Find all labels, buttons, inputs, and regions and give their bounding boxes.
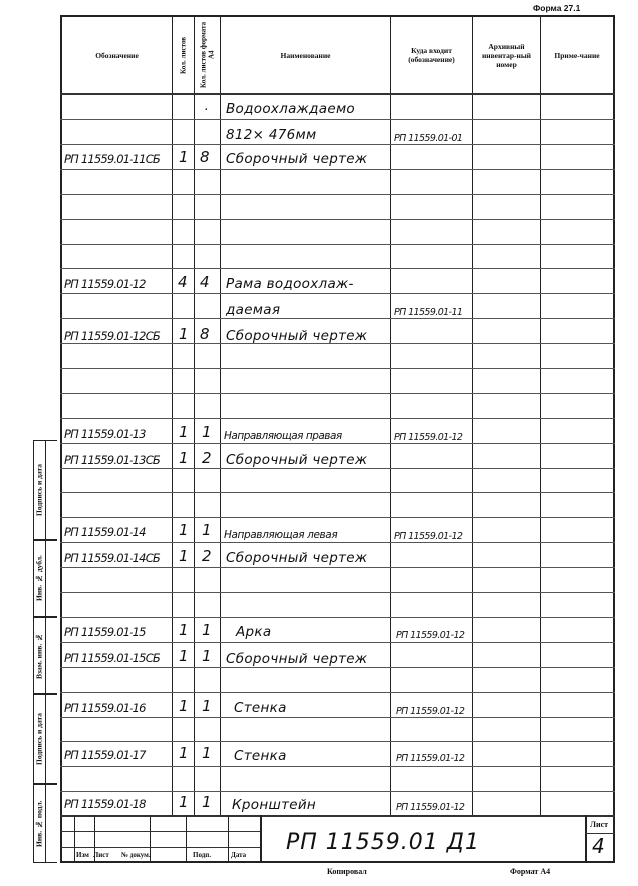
- row-grid-line: [60, 617, 615, 618]
- header-note: Приме-чание: [554, 50, 600, 60]
- row-sheets: 1: [179, 521, 189, 539]
- row-designation: РП 11559.01-13СБ: [64, 453, 161, 467]
- tb-row-line: [60, 831, 260, 832]
- row-grid-line: [60, 244, 615, 245]
- row-a4: 1: [202, 521, 212, 539]
- tb-col: [186, 815, 187, 863]
- side-label: Взам. инв. №: [34, 632, 44, 679]
- row-where: РП 11559.01-12: [394, 432, 463, 443]
- document-title: РП 11559.01 Д1: [286, 830, 480, 855]
- row-designation: РП 11559.01-17: [64, 748, 146, 762]
- row-designation: РП 11559.01-18: [64, 797, 146, 811]
- row-where: РП 11559.01-01: [394, 133, 463, 144]
- row-where: РП 11559.01-12: [396, 706, 465, 717]
- tb-col: [260, 815, 262, 863]
- row-designation: РП 11559.01-11СБ: [64, 152, 161, 166]
- row-a4: 1: [202, 647, 212, 665]
- row-sheets: 1: [179, 449, 189, 467]
- row-name: Сборочный чертеж: [226, 452, 368, 468]
- tb-izm: Изм: [76, 851, 89, 859]
- row-grid-line: [60, 741, 615, 742]
- row-a4: ·: [204, 103, 209, 118]
- tb-sheet-label: Лист: [590, 820, 609, 829]
- header-bottom: [60, 93, 615, 95]
- row-grid-line: [60, 194, 615, 195]
- row-designation: РП 11559.01-14СБ: [64, 551, 161, 565]
- row-grid-line: [60, 169, 615, 170]
- row-where: РП 11559.01-12: [396, 753, 465, 764]
- row-grid-line: [60, 119, 615, 120]
- row-grid-line: [60, 567, 615, 568]
- side-label: Подпись и дата: [34, 712, 44, 766]
- row-where: РП 11559.01-12: [396, 802, 465, 813]
- row-a4: 1: [202, 793, 212, 811]
- row-grid-line: [60, 144, 615, 145]
- row-name: Арка: [236, 624, 272, 640]
- tb-row-line: [60, 847, 260, 848]
- row-designation: РП 11559.01-12: [64, 277, 146, 291]
- header-where-used: Куда входит (обозначение): [408, 46, 455, 64]
- row-grid-line: [60, 717, 615, 718]
- row-grid-line: [60, 418, 615, 419]
- row-a4: 1: [202, 744, 212, 762]
- row-a4: 2: [202, 449, 212, 467]
- row-designation: РП 11559.01-14: [64, 525, 146, 539]
- row-a4: 2: [202, 547, 212, 565]
- row-grid-line: [60, 517, 615, 518]
- side-label: Подпись и дата: [34, 463, 44, 517]
- row-sheets: 1: [179, 148, 189, 166]
- row-designation: РП 11559.01-16: [64, 701, 146, 715]
- row-grid-line: [60, 318, 615, 319]
- tb-list: Лист: [93, 851, 109, 859]
- row-name: Кронштейн: [232, 797, 317, 813]
- row-a4: 8: [200, 325, 210, 343]
- tb-sheet-no: 4: [592, 834, 605, 858]
- col-divider: [540, 15, 541, 815]
- row-designation: РП 11559.01-15СБ: [64, 651, 161, 665]
- row-sheets: 1: [179, 697, 189, 715]
- header-format-a4: Кол. листов формата А4: [199, 21, 216, 89]
- row-name: 812× 476мм: [226, 127, 317, 143]
- side-divider: [45, 440, 46, 863]
- row-grid-line: [60, 542, 615, 543]
- row-name: Стенка: [234, 748, 287, 764]
- row-grid-line: [60, 468, 615, 469]
- row-grid-line: [60, 492, 615, 493]
- footer-copied: Копировал: [327, 867, 367, 876]
- row-name: Водоохлаждаемо: [226, 101, 355, 117]
- row-name: Стенка: [234, 700, 287, 716]
- row-grid-line: [60, 766, 615, 767]
- header-designation: Обозначение: [95, 50, 139, 60]
- row-designation: РП 11559.01-12СБ: [64, 329, 161, 343]
- row-name: Направляющая правая: [224, 430, 342, 442]
- tb-col: [585, 815, 587, 863]
- row-a4: 4: [200, 273, 210, 291]
- row-a4: 1: [202, 697, 212, 715]
- tb-col: [228, 815, 229, 863]
- row-name: Сборочный чертеж: [226, 151, 368, 167]
- row-sheets: 4: [178, 273, 188, 291]
- row-name: Сборочный чертеж: [226, 550, 368, 566]
- tb-doc-no: № докум.: [121, 851, 151, 859]
- row-name: даемая: [226, 302, 281, 318]
- row-grid-line: [60, 642, 615, 643]
- row-grid-line: [60, 667, 615, 668]
- row-grid-line: [60, 791, 615, 792]
- row-grid-line: [60, 592, 615, 593]
- col-divider: [194, 15, 195, 815]
- side-label: Инв. № подл.: [34, 800, 44, 847]
- row-name: Рама водоохлаж-: [226, 276, 354, 292]
- row-sheets: 1: [179, 621, 189, 639]
- form-label: Форма 27.1: [533, 3, 581, 13]
- row-sheets: 1: [179, 793, 189, 811]
- header-archive-no: Архивный инвентар-ный номер: [481, 41, 532, 69]
- row-sheets: 1: [179, 744, 189, 762]
- tb-podp: Подп.: [193, 851, 212, 859]
- tb-col: [74, 815, 75, 863]
- row-designation: РП 11559.01-15: [64, 625, 146, 639]
- side-label: Инв. № дубл.: [34, 555, 44, 602]
- header-name: Наименование: [280, 50, 331, 60]
- col-divider: [472, 15, 473, 815]
- row-name: Сборочный чертеж: [226, 651, 368, 667]
- row-sheets: 1: [179, 325, 189, 343]
- row-sheets: 1: [179, 423, 189, 441]
- row-where: РП 11559.01-11: [394, 307, 463, 318]
- tb-data: Дата: [231, 851, 247, 859]
- title-block-top: [60, 815, 615, 817]
- row-grid-line: [60, 268, 615, 269]
- row-where: РП 11559.01-12: [394, 531, 463, 542]
- row-grid-line: [60, 219, 615, 220]
- row-grid-line: [60, 293, 615, 294]
- footer-format: Формат А4: [510, 867, 551, 876]
- row-a4: 1: [202, 423, 212, 441]
- row-name: Сборочный чертеж: [226, 328, 368, 344]
- header-sheets-count: Кол. листов: [179, 36, 188, 74]
- row-a4: 8: [200, 148, 210, 166]
- row-a4: 1: [202, 621, 212, 639]
- row-name: Направляющая левая: [224, 529, 338, 541]
- row-grid-line: [60, 393, 615, 394]
- row-designation: РП 11559.01-13: [64, 427, 146, 441]
- row-grid-line: [60, 692, 615, 693]
- row-grid-line: [60, 368, 615, 369]
- col-divider: [172, 15, 173, 815]
- row-sheets: 1: [179, 647, 189, 665]
- col-divider: [390, 15, 391, 815]
- col-divider: [220, 15, 221, 815]
- row-where: РП 11559.01-12: [396, 630, 465, 641]
- row-sheets: 1: [179, 547, 189, 565]
